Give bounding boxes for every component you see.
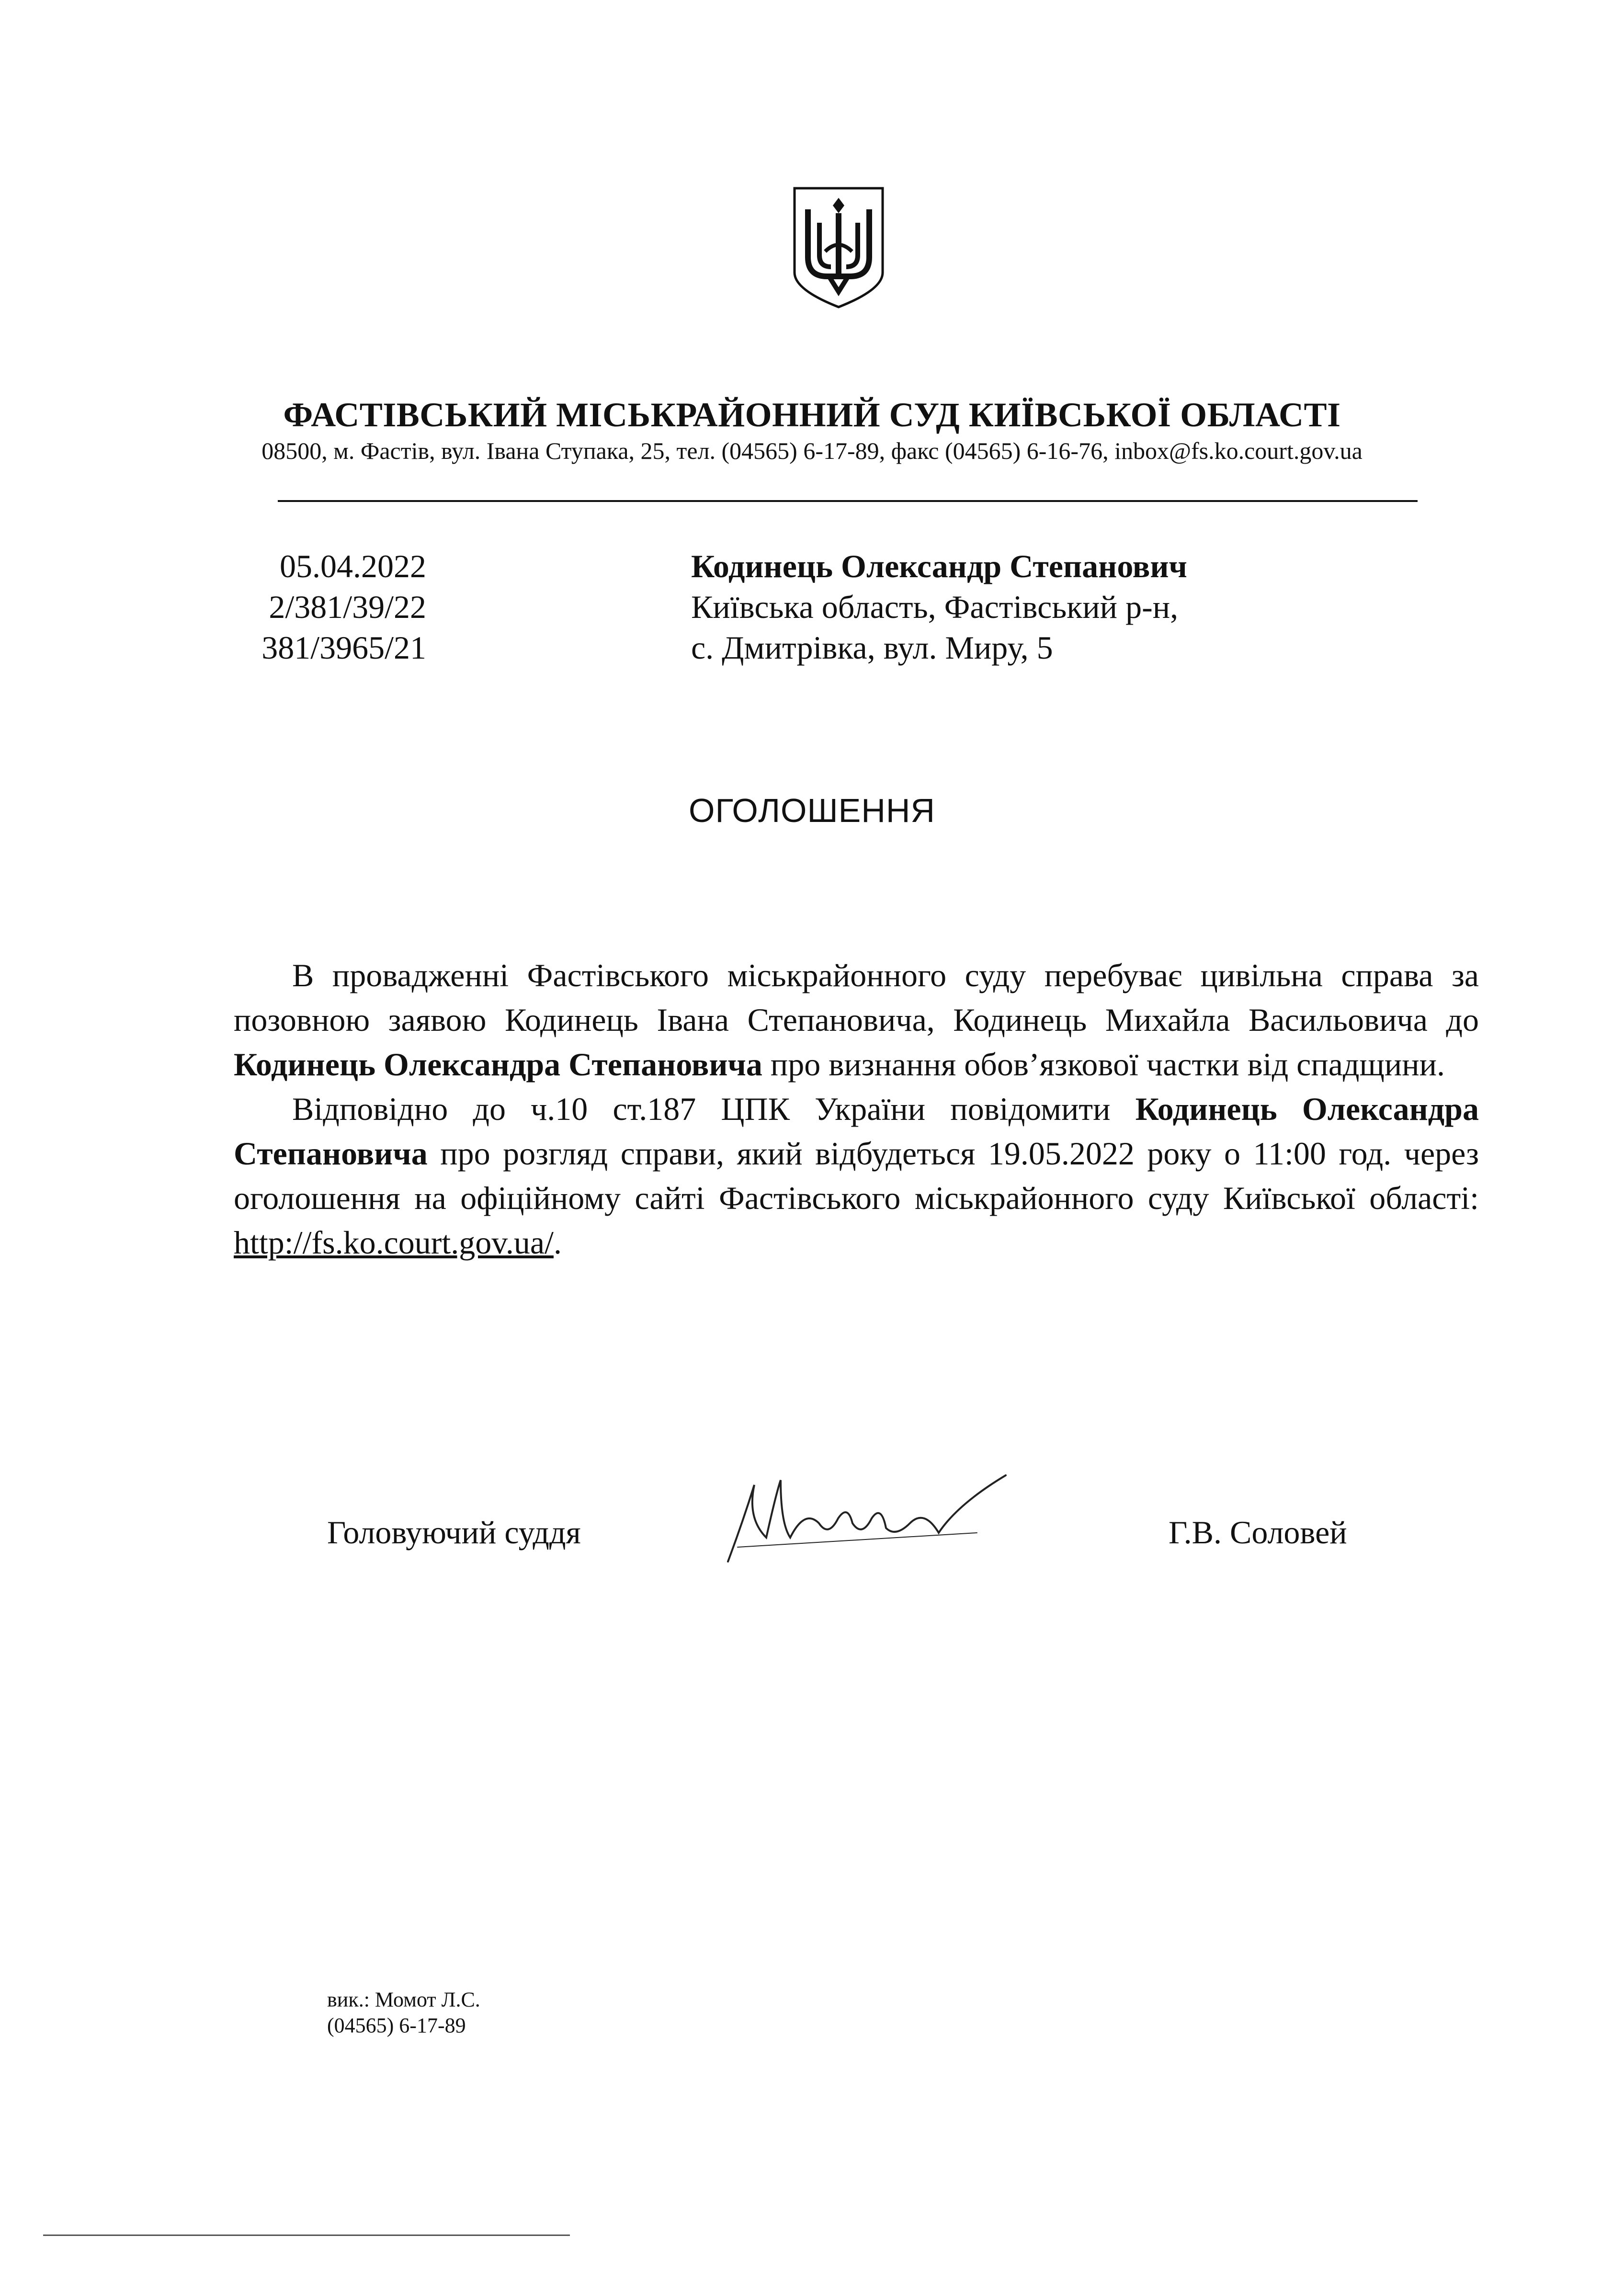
defendant-name: Кодинець Олександра Степановича bbox=[234, 1046, 762, 1083]
signature-label: Головуючий суддя bbox=[327, 1514, 581, 1551]
paragraph-1 bbox=[234, 953, 1479, 1087]
court-website-link[interactable]: http://fs.ko.court.gov.ua/ bbox=[234, 1224, 554, 1261]
judge-name: Г.В. Соловей bbox=[1169, 1514, 1347, 1551]
recipient-address-line1: Київська область, Фастівський р-н, bbox=[691, 589, 1179, 625]
paragraph-1-text: В провадженні Фастівського міськрайонного суду перебуває цивільна справа за позовною заявою Кодинець Івана Степановича, Кодинець Михайла Васильовича до bbox=[234, 957, 1479, 1038]
executor-name: вик.: Момот Л.С. bbox=[327, 1988, 480, 2011]
defendant-name-2: Кодинець Олександра Степановича bbox=[234, 1091, 1479, 1172]
handwritten-signature bbox=[709, 1466, 1020, 1576]
document-date: 05.04.2022 bbox=[280, 548, 426, 584]
court-address: 08500, м. Фастів, вул. Івана Ступака, 25, тел. (04565) 6-17-89, факс (04565) 6-16-76, inbox@fs.ko.court.gov.ua bbox=[261, 437, 1363, 464]
executor-block bbox=[327, 1987, 480, 2039]
recipient-address-line2: с. Дмитрівка, вул. Миру, 5 bbox=[691, 629, 1053, 666]
document-title: ОГОЛОШЕННЯ bbox=[689, 792, 935, 829]
recipient-name: Кодинець Олександр Степанович bbox=[691, 548, 1187, 584]
court-name: ФАСТІВСЬКИЙ МІСЬКРАЙОННИЙ СУД КИЇВСЬКОЇ ОБЛАСТІ bbox=[283, 396, 1341, 434]
paragraph-1-text-end: про визнання обов’язкової частки від спадщини. bbox=[762, 1046, 1445, 1083]
header-divider bbox=[278, 500, 1418, 502]
case-number: 2/381/39/22 bbox=[269, 589, 426, 625]
recipient-block bbox=[691, 546, 1187, 668]
document-references bbox=[235, 546, 426, 668]
paragraph-2-text: Відповідно до ч.10 ст.187 ЦПК України повідомити bbox=[292, 1091, 1136, 1127]
notice-body bbox=[234, 953, 1479, 1265]
paragraph-2 bbox=[234, 1087, 1479, 1265]
paragraph-2-end: . bbox=[553, 1224, 562, 1261]
executor-phone: (04565) 6-17-89 bbox=[327, 2014, 466, 2037]
footer-divider bbox=[43, 2235, 570, 2236]
file-number: 381/3965/21 bbox=[261, 629, 426, 666]
paragraph-2-text-mid: про розгляд справи, який відбудеться 19.05.2022 року о 11:00 год. через оголошення на офіційному сайті Фастівського міськрайонного суду Київської області: bbox=[234, 1135, 1479, 1216]
trident-coat-of-arms-icon bbox=[791, 184, 886, 310]
